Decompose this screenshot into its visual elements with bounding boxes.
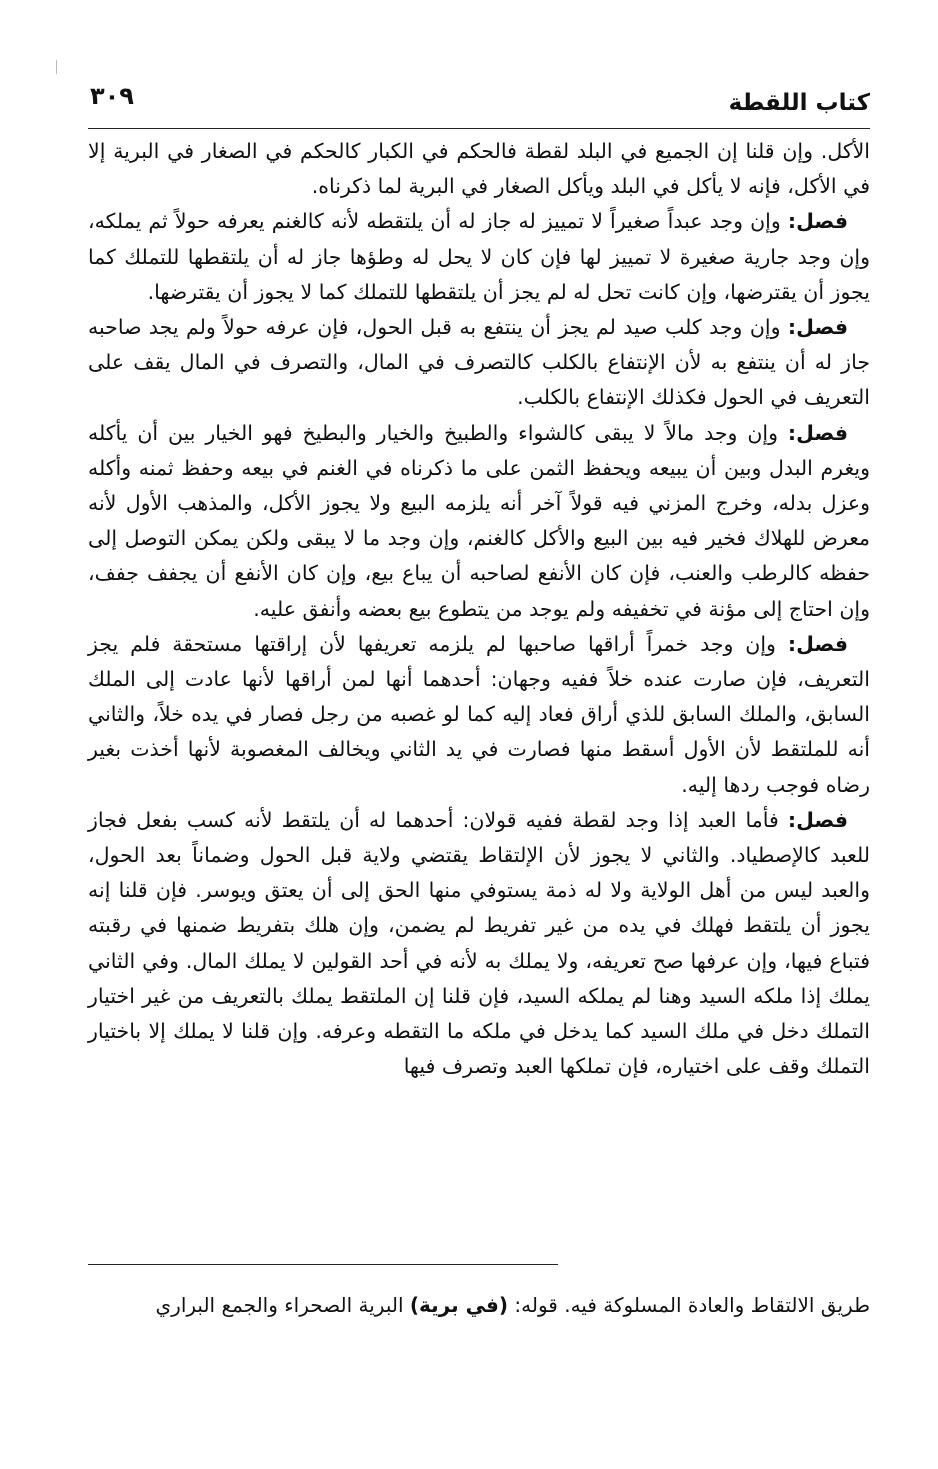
running-title: كتاب اللقطة (728, 90, 870, 116)
main-text (88, 134, 870, 1084)
paragraph-text: الأكل. وإن قلنا إن الجميع في البلد لقطة فالحكم في الكبار كالحكم في الصغار في البرية إلا في الأكل، فإنه لا يأكل في البلد ويأكل الصغار في البرية لما ذكرناه. (88, 139, 870, 199)
paragraph (88, 134, 870, 204)
header-divider (88, 128, 870, 129)
paragraph (88, 627, 870, 803)
section-lead: فصل: (787, 807, 848, 832)
page-number: ٣٠٩ (90, 82, 134, 110)
running-header (90, 82, 870, 122)
paragraph (88, 803, 870, 1085)
paragraph-text: فأما العبد إذا وجد لقطة ففيه قولان: أحدهما له أن يلتقط لأنه كسب بفعل فجاز للعبد كالإصطياد. والثاني لا يجوز لأن الإلتقاط يقتضي ولاية قبل الحول وضماناً بعد الحول، والعبد ليس من أهل الولاية ولا له ذمة يستوفي منها الحق إلى أن يعتق ويوسر. فإن قلنا إنه يجوز أن يلتقط فهلك في يده من غير تفريط لم يضمن، وإن هلك بتفريط ضمنها في رقبته فتباع فيها، وإن عرفها صح تعريفه، ولا يملك به لأنه في أحد القولين لا يملك المال. وفي الثاني يملك إذا ملكه السيد وهنا لم يملكه السيد، فإن قلنا إن الملتقط يملك بالتعريف من غير اختيار التملك دخل في ملك السيد كما يدخل في ملكه ما التقطه وعرفه. وإن قلنا لا يملك إلا باختيار التملك وقف على اختياره، فإن تملكها العبد وتصرف فيها (88, 807, 870, 1079)
footnote (88, 1290, 870, 1320)
paragraph-text: وإن وجد مالاً لا يبقى كالشواء والطبيخ والخيار والبطيخ فهو الخيار بين أن يأكله ويغرم البدل وبين أن يبيعه ويحفظ الثمن على ما ذكرناه في الغنم في بيعه وحفظ ثمنه وأكله وعزل بدله، وخرج المزني فيه قولاً آخر أنه يلزمه البيع ولا يجوز الأكل، والمذهب الأول لأنه معرض للهلاك فخير فيه بين البيع والأكل كالغنم، وإن وجد ما لا يبقى ولكن يمكن التوصل إلى حفظه كالرطب والعنب، فإن كان الأنفع لصاحبه أن يباع بيع، وإن كان الأنفع أن يجفف جفف، وإن احتاج إلى مؤنة في تخفيفه ولم يوجد من يتطوع بيع بعضه وأنفق عليه. (88, 420, 870, 621)
section-lead: فصل: (787, 315, 848, 340)
footnote-divider (88, 1264, 558, 1265)
paragraph (88, 204, 870, 310)
scan-mark (56, 60, 57, 74)
paragraph-text: وإن وجد عبداً صغيراً لا تمييز له جاز له أن يلتقطه لأنه كالغنم يعرفه حولاً ثم يملكه، وإن وجد جارية صغيرة لا تمييز لها فإن كان لا يحل له وطؤها جاز له أن يلتقطها للتملك كما يجوز أن يقترضها، وإن كانت تحل له لم يجز أن يلتقطها للتملك كما لا يجوز أن يقترضها. (88, 209, 870, 304)
section-lead: فصل: (787, 420, 848, 445)
paragraph (88, 416, 870, 627)
paragraph-text: وإن وجد خمراً أراقها صاحبها لم يلزمه تعريفها لأن إراقتها مستحقة فلم يجز التعريف، فإن صارت عنده خلاً ففيه وجهان: أحدهما أنها لمن أراقها لأنها عادت إلى الملك السابق، والملك السابق للذي أراق فعاد إليه كما لو غصبه من رجل فصار في يده خلاً، والثاني أنه للملتقط لأن الأول أسقط منها فصارت في يد الثاني ويخالف المغصوبة لأنها أخذت بغير رضاه فوجب ردها إليه. (88, 631, 870, 797)
footnote-reference: (في برية) (409, 1293, 509, 1317)
paragraph (88, 310, 870, 416)
section-lead: فصل: (787, 209, 848, 234)
footnote-text: البرية الصحراء والجمع البراري (155, 1293, 410, 1317)
paragraph-text: وإن وجد كلب صيد لم يجز أن ينتفع به قبل الحول، فإن عرفه حولاً ولم يجد صاحبه جاز له أن ينتفع به لأن الإنتفاع بالكلب كالتصرف في المال، والتصرف في المال يقف على التعريف في الحول فكذلك الإنتفاع بالكلب. (88, 315, 870, 410)
section-lead: فصل: (787, 631, 848, 656)
footnote-text: طريق الالتقاط والعادة المسلوكة فيه. قوله: (508, 1293, 870, 1317)
